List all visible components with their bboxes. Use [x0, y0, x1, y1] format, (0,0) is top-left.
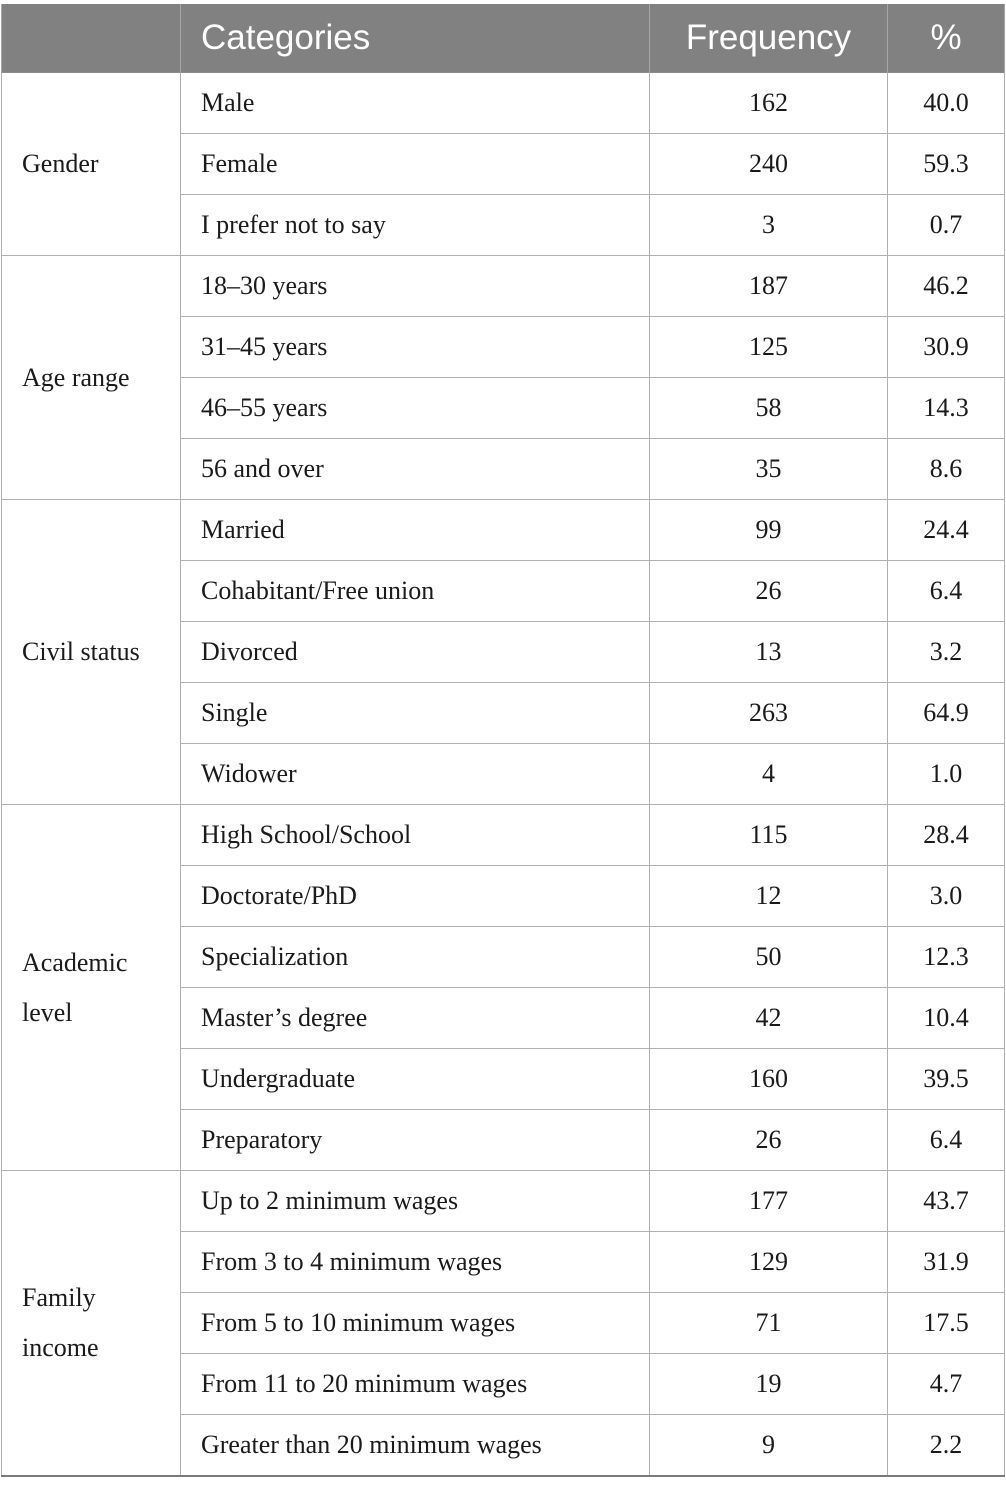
- frequency-cell: 35: [650, 439, 888, 500]
- frequency-cell: 162: [650, 73, 888, 134]
- frequency-cell: 177: [650, 1171, 888, 1232]
- header-row: [2, 4, 1005, 73]
- category-cell: Doctorate/PhD: [181, 866, 650, 927]
- percent-cell: 1.0: [888, 744, 1005, 805]
- percent-cell: 8.6: [888, 439, 1005, 500]
- table-row: [2, 1171, 1005, 1232]
- percent-cell: 31.9: [888, 1232, 1005, 1293]
- demographics-table: [1, 4, 1005, 1477]
- percent-cell: 46.2: [888, 256, 1005, 317]
- percent-cell: 3.0: [888, 866, 1005, 927]
- frequency-cell: 9: [650, 1415, 888, 1477]
- table-row: [2, 500, 1005, 561]
- group-label-academic-level: Academic level: [2, 805, 181, 1171]
- category-cell: Divorced: [181, 622, 650, 683]
- header-group: [2, 4, 181, 73]
- category-cell: High School/School: [181, 805, 650, 866]
- category-cell: 46–55 years: [181, 378, 650, 439]
- percent-cell: 17.5: [888, 1293, 1005, 1354]
- frequency-cell: 240: [650, 134, 888, 195]
- frequency-cell: 125: [650, 317, 888, 378]
- group-label-age-range: Age range: [2, 256, 181, 500]
- table-row: [2, 73, 1005, 134]
- category-cell: I prefer not to say: [181, 195, 650, 256]
- header-categories: Categories: [181, 4, 650, 73]
- group-label-family-income: Family income: [2, 1171, 181, 1477]
- group-label-gender: Gender: [2, 73, 181, 256]
- category-cell: 18–30 years: [181, 256, 650, 317]
- category-cell: Single: [181, 683, 650, 744]
- frequency-cell: 99: [650, 500, 888, 561]
- category-cell: Undergraduate: [181, 1049, 650, 1110]
- category-cell: From 11 to 20 minimum wages: [181, 1354, 650, 1415]
- header-percent: %: [888, 4, 1005, 73]
- frequency-cell: 187: [650, 256, 888, 317]
- percent-cell: 6.4: [888, 1110, 1005, 1171]
- category-cell: 56 and over: [181, 439, 650, 500]
- percent-cell: 4.7: [888, 1354, 1005, 1415]
- percent-cell: 24.4: [888, 500, 1005, 561]
- frequency-cell: 13: [650, 622, 888, 683]
- category-cell: Up to 2 minimum wages: [181, 1171, 650, 1232]
- percent-cell: 28.4: [888, 805, 1005, 866]
- percent-cell: 3.2: [888, 622, 1005, 683]
- frequency-cell: 26: [650, 1110, 888, 1171]
- frequency-cell: 71: [650, 1293, 888, 1354]
- frequency-cell: 4: [650, 744, 888, 805]
- frequency-cell: 3: [650, 195, 888, 256]
- frequency-cell: 263: [650, 683, 888, 744]
- percent-cell: 40.0: [888, 73, 1005, 134]
- table-row: [2, 256, 1005, 317]
- category-cell: Specialization: [181, 927, 650, 988]
- category-cell: 31–45 years: [181, 317, 650, 378]
- percent-cell: 14.3: [888, 378, 1005, 439]
- category-cell: Married: [181, 500, 650, 561]
- frequency-cell: 160: [650, 1049, 888, 1110]
- category-cell: Widower: [181, 744, 650, 805]
- frequency-cell: 12: [650, 866, 888, 927]
- category-cell: Male: [181, 73, 650, 134]
- frequency-cell: 19: [650, 1354, 888, 1415]
- table-row: [2, 805, 1005, 866]
- percent-cell: 39.5: [888, 1049, 1005, 1110]
- category-cell: Greater than 20 minimum wages: [181, 1415, 650, 1477]
- category-cell: Female: [181, 134, 650, 195]
- category-cell: From 3 to 4 minimum wages: [181, 1232, 650, 1293]
- header-frequency: Frequency: [650, 4, 888, 73]
- frequency-cell: 115: [650, 805, 888, 866]
- frequency-cell: 58: [650, 378, 888, 439]
- group-label-civil-status: Civil status: [2, 500, 181, 805]
- frequency-cell: 42: [650, 988, 888, 1049]
- category-cell: Preparatory: [181, 1110, 650, 1171]
- percent-cell: 30.9: [888, 317, 1005, 378]
- percent-cell: 59.3: [888, 134, 1005, 195]
- category-cell: From 5 to 10 minimum wages: [181, 1293, 650, 1354]
- percent-cell: 12.3: [888, 927, 1005, 988]
- percent-cell: 0.7: [888, 195, 1005, 256]
- percent-cell: 43.7: [888, 1171, 1005, 1232]
- category-cell: Cohabitant/Free union: [181, 561, 650, 622]
- frequency-cell: 50: [650, 927, 888, 988]
- percent-cell: 10.4: [888, 988, 1005, 1049]
- percent-cell: 64.9: [888, 683, 1005, 744]
- percent-cell: 2.2: [888, 1415, 1005, 1477]
- frequency-cell: 26: [650, 561, 888, 622]
- category-cell: Master’s degree: [181, 988, 650, 1049]
- percent-cell: 6.4: [888, 561, 1005, 622]
- frequency-cell: 129: [650, 1232, 888, 1293]
